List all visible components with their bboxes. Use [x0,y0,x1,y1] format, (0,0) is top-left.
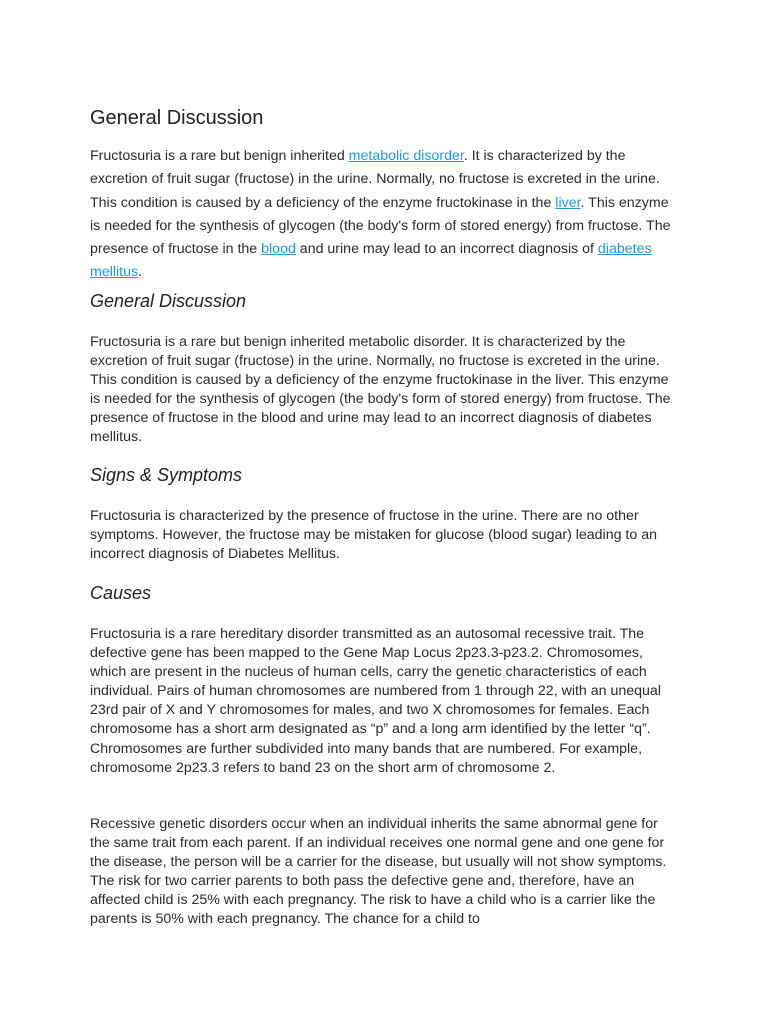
metabolic-disorder-link[interactable]: metabolic disorder [348,148,464,164]
paragraph-text: and urine may lead to an incorrect diagnosis of [295,241,598,258]
signs-symptoms-paragraph: Fructosuria is characterized by the presence of fructose in the urine. There are no other symptoms. However, the fructose may be mistaken for glucose (blood sugar) leading to an incorrect diagnosis of Diabetes Mellitus. [90,508,657,563]
paragraph-text: Fructosuria is a rare but benign inherited [90,148,349,164]
blood-link[interactable]: blood [261,241,296,258]
causes-paragraph-1: Fructosuria is a rare hereditary disorder transmitted as an autosomal recessive trait. The defective gene has been mapped to the Gene Map Locus 2p23.3-p23.2. Chromosomes, which are present in the nucleus of human cells, carry the genetic characteristics of each individual. Pairs of human chromosomes are numbered from 1 through 22, with an unequal 23rd pair of X and Y chromosomes for males, and two X chromosomes for females. Each chromosome has a short arm designated as “p” and a long arm identified by the letter “q”. Chromosomes are further subdivided into many bands that are numbered. For example, chromosome 2p23.3 refers to band 23 on the short arm of chromosome 2. [90,626,661,776]
section-heading-signs-symptoms: Signs & Symptoms [90,465,243,485]
paragraph-text: . [138,264,143,281]
diabetes-mellitus-link[interactable]: diabetes mellitus [90,241,652,281]
general-discussion-paragraph-with-links [90,145,680,285]
general-discussion-paragraph: Fructosuria is a rare but benign inherited metabolic disorder. It is characterized by the excretion of fruit sugar (fructose) in the urine. Normally, no fructose is excreted in the urine. This condition is caused by a deficiency of the enzyme fructokinase in the liver. This enzyme is needed for the synthesis of glycogen (the body's form of stored energy) from fructose. The presence of fructose in the blood and urine may lead to an incorrect diagnosis of diabetes mellitus. [90,334,671,446]
liver-link[interactable]: liver [555,194,581,211]
section-heading-causes: Causes [90,583,152,603]
section-heading-general-discussion-italic: General Discussion [90,291,247,311]
paragraph-text: . This enzyme is needed for the synthesis of glycogen (the body's form of stored energy) from fructose. The presence of fructose in the [90,194,671,258]
causes-paragraph-2: Recessive genetic disorders occur when an individual inherits the same abnormal gene for the same trait from each parent. If an individual receives one normal gene and one gene for the disease, the person will be a carrier for the disease, but usually will not show symptoms. The risk for two carrier parents to both pass the defective gene and, therefore, have an affected child is 25% with each pregnancy. The risk to have a child who is a carrier like the parents is 50% with each pregnancy. The chance for a child to [90,816,667,928]
paragraph-text: . It is characterized by the excretion of fruit sugar (fructose) in the urine. Normally, no fructose is excreted in the urine. This condition is caused by a deficiency of the enzyme fructokinase in the [90,148,660,211]
section-heading-general-discussion: General Discussion [90,107,264,129]
